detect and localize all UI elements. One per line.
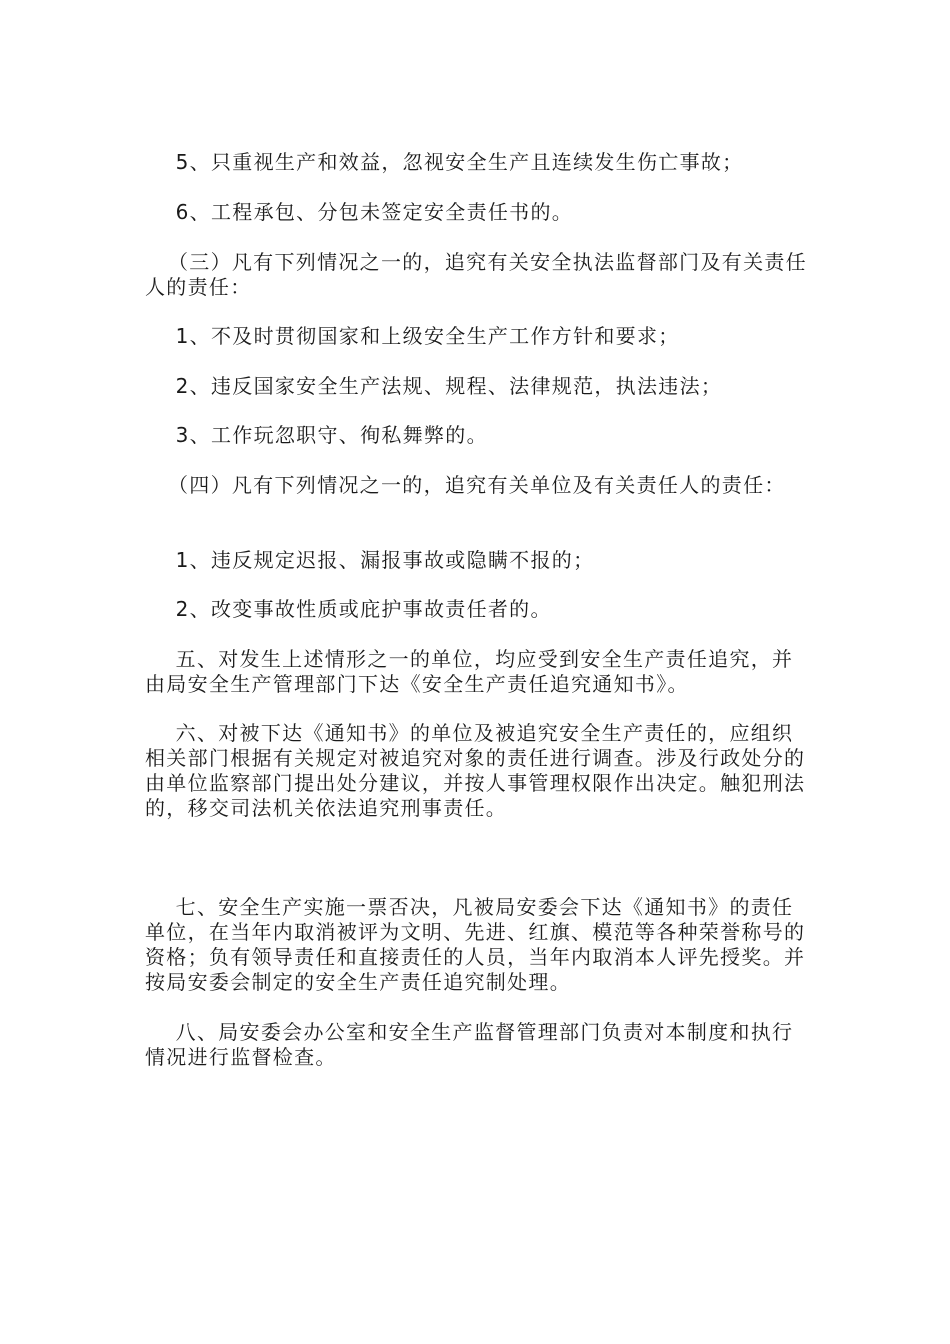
paragraph-item-2: 2、违反国家安全生产法规、规程、法律规范，执法违法；	[145, 374, 723, 398]
paragraph-item-6: 6、工程承包、分包未签定安全责任书的。	[145, 200, 574, 224]
paragraph-item-1-b: 1、违反规定迟报、漏报事故或隐瞒不报的；	[145, 548, 595, 572]
paragraph-item-3: 3、工作玩忽职守、徇私舞弊的。	[145, 423, 488, 447]
paragraph-article-six: 六、对被下达《通知书》的单位及被追究安全生产责任的，应组织相关部门根据有关规定对被追究对象的责任进行调查。涉及行政处分的由单位监察部门提出处分建议，并按人事管理权限作出决定。触犯刑法的，移交司法机关依法追究刑事责任。	[145, 721, 806, 820]
paragraph-article-eight: 八、局安委会办公室和安全生产监督管理部门负责对本制度和执行情况进行监督检查。	[145, 1020, 794, 1069]
paragraph-item-2-b: 2、改变事故性质或庇护事故责任者的。	[145, 597, 552, 621]
paragraph-article-five: 五、对发生上述情形之一的单位，均应受到安全生产责任追究，并由局安全生产管理部门下达《安全生产责任追究通知书》。	[145, 647, 794, 696]
paragraph-item-5: 5、只重视生产和效益，忽视安全生产且连续发生伤亡事故；	[145, 150, 744, 174]
paragraph-article-seven: 七、安全生产实施一票否决，凡被局安委会下达《通知书》的责任单位，在当年内取消被评为文明、先进、红旗、模范等各种荣誉称号的资格；负有领导责任和直接责任的人员，当年内取消本人评先授奖。并按局安委会制定的安全生产责任追究制处理。	[145, 895, 806, 994]
paragraph-section-four: （四）凡有下列情况之一的，追究有关单位及有关责任人的责任：	[145, 473, 786, 497]
paragraph-item-1: 1、不及时贯彻国家和上级安全生产工作方针和要求；	[145, 324, 680, 348]
paragraph-section-three: （三）凡有下列情况之一的，追究有关安全执法监督部门及有关责任人的责任：	[145, 250, 807, 299]
